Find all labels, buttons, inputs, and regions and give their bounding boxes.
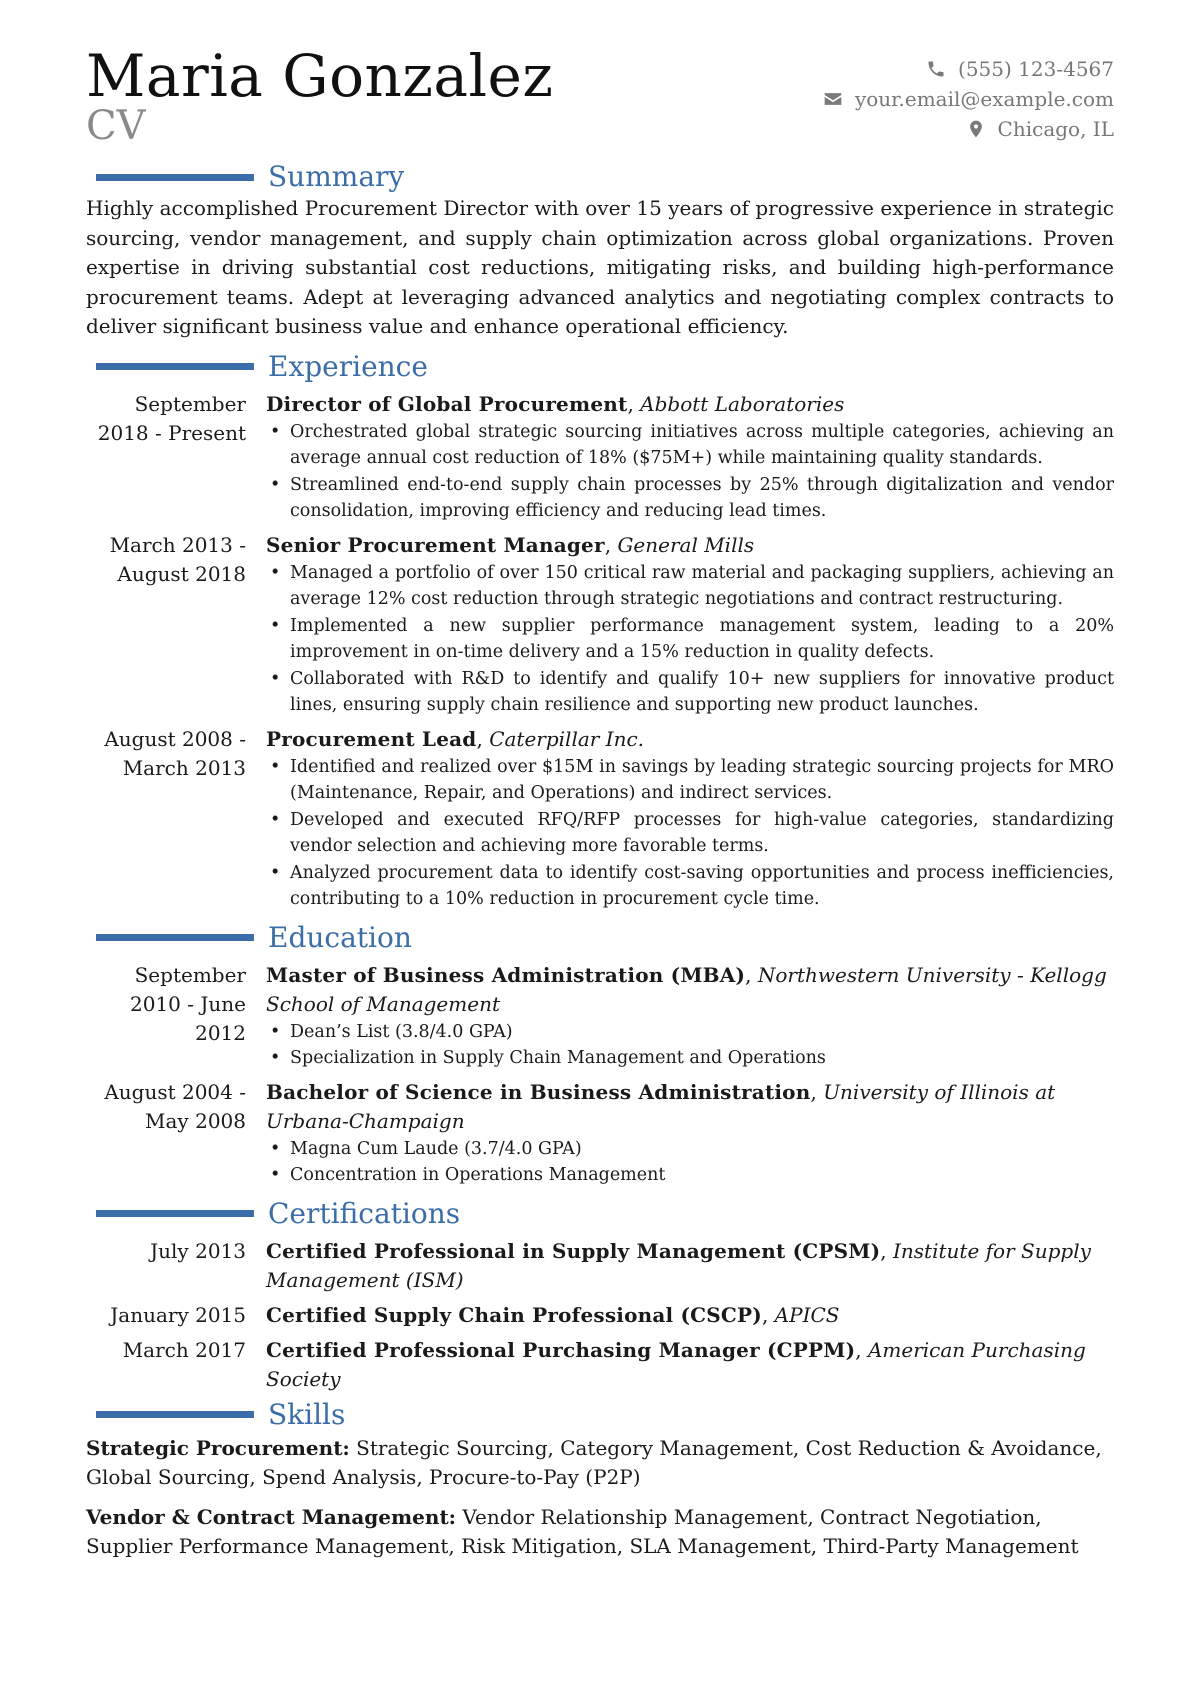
skills-list <box>86 1434 1114 1562</box>
entry-organization: Northwestern University - Kellogg School of Management <box>266 962 1107 1016</box>
entry-date: July 2013 <box>150 1238 246 1263</box>
skill-line <box>86 1503 1114 1562</box>
section-summary-heading <box>86 160 1114 194</box>
skill-category: Strategic Procurement: <box>86 1435 350 1460</box>
entry-title: Certified Professional Purchasing Manager (CPPM) <box>266 1337 856 1362</box>
bullet-item: • Managed a portfolio of over 150 critical raw material and packaging suppliers, achieving an average 12% cost reduction through strategic negotiations and contract restructuring. <box>266 560 1114 613</box>
section-title: Skills <box>268 1397 346 1431</box>
entry-organization: American Purchasing Society <box>266 1337 1086 1391</box>
phone-text: (555) 123-4567 <box>958 57 1114 81</box>
contact-info <box>823 54 1114 144</box>
section-bar <box>96 174 254 181</box>
entry-heading: Master of Business Administration (MBA), Northwestern University - Kellogg School of Management <box>266 962 1107 1016</box>
section-bar <box>96 1210 254 1217</box>
entry-body <box>266 961 1114 1072</box>
entry-item <box>86 1336 1114 1394</box>
entry-heading: Procurement Lead, Caterpillar Inc. <box>266 726 645 751</box>
entry-title: Director of Global Procurement <box>266 391 628 416</box>
entry-title: Senior Procurement Manager <box>266 532 605 557</box>
entry-date: August 2004 - May 2008 <box>104 1079 246 1133</box>
bullet-item: • Collaborated with R&D to identify and qualify 10+ new suppliers for innovative product lines, ensuring supply chain resilience and supporting new product launches. <box>266 666 1114 719</box>
entry-organization: Caterpillar Inc. <box>489 726 645 751</box>
entry-organization: Institute for Supply Management (ISM) <box>266 1238 1091 1292</box>
entry-body <box>266 1301 1114 1330</box>
entry-body <box>266 1336 1114 1394</box>
entry-item <box>86 1301 1114 1330</box>
skill-category: Vendor & Contract Management: <box>86 1504 457 1529</box>
email-link[interactable]: your.email@example.com <box>854 87 1114 111</box>
entry-title: Certified Supply Chain Professional (CSCP) <box>266 1302 762 1327</box>
envelope-icon <box>823 89 843 109</box>
bullet-item: • Magna Cum Laude (3.7/4.0 GPA) <box>266 1136 1114 1163</box>
entry-body <box>266 725 1114 913</box>
section-education-heading <box>86 921 1114 955</box>
entry-item <box>86 390 1114 525</box>
contact-location <box>823 114 1114 144</box>
cv-page <box>86 44 1114 1562</box>
skill-values: Vendor Relationship Management, Contract Negotiation, Supplier Performance Management, Risk Mitigation, SLA Management, Third-Party Management <box>86 1504 1079 1558</box>
entry-title: Bachelor of Science in Business Administration <box>266 1079 811 1104</box>
entry-title: Procurement Lead <box>266 726 477 751</box>
entry-body <box>266 1237 1114 1295</box>
entry-title: Certified Professional in Supply Management (CPSM) <box>266 1238 881 1263</box>
section-title: Experience <box>268 349 428 383</box>
entry-heading: Senior Procurement Manager, General Mills <box>266 532 755 557</box>
entry-heading: Director of Global Procurement, Abbott Laboratories <box>266 391 845 416</box>
contact-email <box>823 84 1114 114</box>
bullet-item: • Identified and realized over $15M in savings by leading strategic sourcing projects for MRO (Maintenance, Repair, and Operations) and indirect services. <box>266 754 1114 807</box>
map-pin-icon <box>966 119 986 139</box>
entry-date: August 2008 - March 2013 <box>104 726 246 780</box>
certifications-list <box>86 1237 1114 1394</box>
entry-body <box>266 1078 1114 1189</box>
summary-text: Highly accomplished Procurement Director with over 15 years of progressive experience in strategic sourcing, vendor management, and supply chain optimization across global organizations. Proven expertise in driving substantial cost reductions, mitigating risks, and building high-performance procurement teams. Adept at leveraging advanced analytics and negotiating complex contracts to deliver significant business value and enhance operational efficiency. <box>86 196 1114 338</box>
bullet-list <box>266 1019 1114 1072</box>
section-certifications-heading <box>86 1197 1114 1231</box>
bullet-item: • Concentration in Operations Management <box>266 1162 1114 1189</box>
section-title: Summary <box>268 160 405 193</box>
section-bar <box>96 1411 254 1418</box>
entry-date: March 2017 <box>122 1337 246 1362</box>
bullet-list <box>266 754 1114 913</box>
skill-line <box>86 1434 1114 1493</box>
bullet-item: • Specialization in Supply Chain Management and Operations <box>266 1045 1114 1072</box>
section-title: Education <box>268 920 412 954</box>
entry-date: January 2015 <box>110 1302 246 1327</box>
skill-values: Strategic Sourcing, Category Management, Cost Reduction & Avoidance, Global Sourcing, Spend Analysis, Procure-to-Pay (P2P) <box>86 1435 1102 1489</box>
entry-organization: APICS <box>774 1302 840 1327</box>
entry-item <box>86 1078 1114 1189</box>
entry-heading: Certified Professional Purchasing Manager (CPPM), American Purchasing Society <box>266 1337 1086 1391</box>
education-list <box>86 961 1114 1189</box>
contact-phone <box>823 54 1114 84</box>
entry-item <box>86 531 1114 719</box>
phone-icon <box>926 59 946 79</box>
bullet-list <box>266 1136 1114 1189</box>
bullet-list <box>266 560 1114 719</box>
bullet-item: • Streamlined end-to-end supply chain processes by 25% through digitalization and vendor consolidation, improving efficiency and reducing lead times. <box>266 472 1114 525</box>
section-title: Certifications <box>268 1196 461 1230</box>
bullet-item: • Analyzed procurement data to identify cost-saving opportunities and process inefficiencies, contributing to a 10% reduction in procurement cycle time. <box>266 860 1114 913</box>
entry-date: September 2010 - June 2012 <box>130 962 246 1045</box>
person-name: Maria Gonzalez <box>86 42 554 110</box>
bullet-item: • Orchestrated global strategic sourcing initiatives across multiple categories, achieving an average annual cost reduction of 18% ($75M+) while maintaining quality standards. <box>266 419 1114 472</box>
entry-body <box>266 531 1114 719</box>
entry-title: Master of Business Administration (MBA) <box>266 962 746 987</box>
entry-organization: University of Illinois at Urbana-Champaign <box>266 1079 1056 1133</box>
bullet-item: • Dean’s List (3.8/4.0 GPA) <box>266 1019 1114 1046</box>
entry-body <box>266 390 1114 525</box>
section-skills-heading <box>86 1398 1114 1432</box>
entry-heading: Certified Supply Chain Professional (CSCP), APICS <box>266 1302 840 1327</box>
entry-item <box>86 1237 1114 1295</box>
section-experience-heading <box>86 350 1114 384</box>
entry-item <box>86 961 1114 1072</box>
entry-date: March 2013 - August 2018 <box>109 532 246 586</box>
bullet-item: • Implemented a new supplier performance management system, leading to a 20% improvement in on-time delivery and a 15% reduction in quality defects. <box>266 613 1114 666</box>
entry-heading: Certified Professional in Supply Management (CPSM), Institute for Supply Management (ISM) <box>266 1238 1091 1292</box>
entry-heading: Bachelor of Science in Business Administration, University of Illinois at Urbana-Champaign <box>266 1079 1056 1133</box>
document-subtitle: CV <box>86 103 146 149</box>
section-bar <box>96 363 254 370</box>
location-text: Chicago, IL <box>997 117 1114 141</box>
entry-date: September 2018 - Present <box>97 391 246 445</box>
bullet-item: • Developed and executed RFQ/RFP processes for high-value categories, standardizing vendor selection and achieving more favorable terms. <box>266 807 1114 860</box>
entry-organization: Abbott Laboratories <box>640 391 845 416</box>
bullet-list <box>266 419 1114 525</box>
entry-organization: General Mills <box>617 532 755 557</box>
entry-item <box>86 725 1114 913</box>
cv-header <box>86 44 1114 156</box>
experience-list <box>86 390 1114 913</box>
section-bar <box>96 934 254 941</box>
